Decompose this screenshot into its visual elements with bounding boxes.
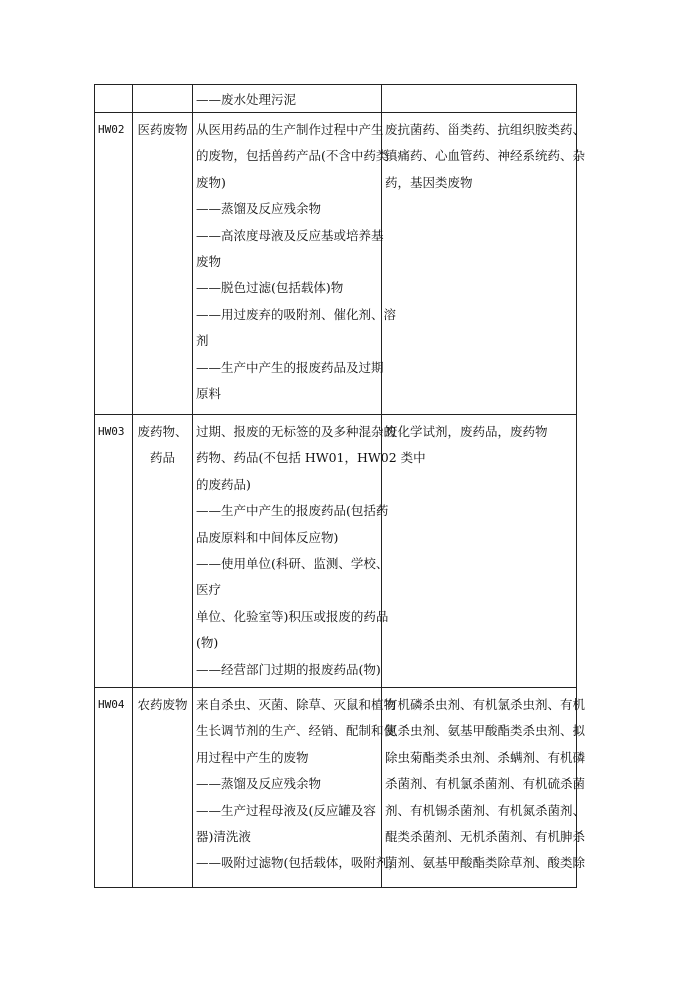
waste-code-cell <box>95 688 133 888</box>
source-line: ——脱色过滤(包括载体)物 <box>196 280 344 296</box>
example-line: 废化学试剂，废药品，废药物 <box>385 424 548 439</box>
source-line: 来自杀虫、灭菌、除草、灭鼠和植物 <box>196 697 397 712</box>
source-line: 过期、报废的无标签的及多种混杂的 <box>196 424 397 439</box>
source-line: 药物、药品(不包括 HW01，HW02 类中 <box>196 450 426 466</box>
example-line: 氮杀虫剂、氨基甲酸酯类杀虫剂、拟 <box>385 723 586 739</box>
source-line: 单位、化验室等)积压或报废的药品 <box>196 608 389 624</box>
table-body <box>95 85 586 888</box>
source-line: ——蒸馏及反应残余物 <box>196 776 322 792</box>
example-line: 废抗菌药、甾类药、抗组织胺类药、 <box>385 122 586 137</box>
example-line: 杀菌剂、有机氯杀菌剂、有机硫杀菌 <box>385 776 586 792</box>
source-line: 品废原料和中间体反应物) <box>196 529 339 545</box>
hazardous-waste-table <box>94 84 586 888</box>
source-line: ——生产中产生的报废药品(包括药 <box>196 503 389 519</box>
source-line: 废物 <box>196 254 222 270</box>
category-cell <box>133 688 193 888</box>
source-line: ——用过废弃的吸附剂、催化剂、溶 <box>196 306 397 322</box>
table-row <box>95 415 577 688</box>
source-line: 用过程中产生的废物 <box>196 749 309 765</box>
example-line: 药，基因类废物 <box>385 174 473 190</box>
source-line: ——高浓度母液及反应基或培养基 <box>196 227 384 243</box>
example-line: 镇痛药、心血管药、神经系统药、杂 <box>385 148 586 164</box>
source-cell <box>193 85 382 113</box>
category-line: 药品 <box>149 450 175 466</box>
source-line: ——使用单位(科研、监测、学校、 <box>196 556 389 572</box>
source-line: ——吸附过滤物(包括载体，吸附剂， <box>196 855 401 871</box>
source-line: 医疗 <box>196 582 222 598</box>
source-cell <box>193 688 401 888</box>
waste-code-cell <box>95 85 133 113</box>
category-cell <box>133 85 193 113</box>
source-line: ——蒸馏及反应残余物 <box>196 201 322 217</box>
source-line: 的废物，包括兽药产品(不含中药类 <box>196 148 389 164</box>
waste-code: HW03 <box>98 425 125 438</box>
source-line: 原料 <box>196 386 222 402</box>
source-line: 生长调节剂的生产、经销、配制和使 <box>196 723 397 739</box>
waste-code: HW02 <box>98 123 125 136</box>
category-cell <box>133 113 193 415</box>
source-cell <box>193 415 426 688</box>
example-line: 醌类杀菌剂、无机杀菌剂、有机胂杀 <box>385 829 586 845</box>
example-line: 有机磷杀虫剂、有机氯杀虫剂、有机 <box>385 697 586 712</box>
waste-code-cell <box>95 113 133 415</box>
category-cell <box>133 415 193 688</box>
examples-cell <box>382 113 586 415</box>
source-line: (物) <box>196 635 219 651</box>
source-line: 废物) <box>196 174 226 190</box>
examples-cell <box>382 688 586 888</box>
source-cell <box>193 113 397 415</box>
source-line: ——生产过程母液及(反应罐及容 <box>196 802 376 818</box>
examples-cell <box>382 85 577 113</box>
waste-code-cell <box>95 415 133 688</box>
table-row <box>95 85 577 113</box>
table-row <box>95 113 577 415</box>
category-line: 废药物、 <box>137 424 188 439</box>
source-line: 从医用药品的生产制作过程中产生 <box>196 122 384 137</box>
example-line: 菌剂、氨基甲酸酯类除草剂、酸类除 <box>385 855 586 871</box>
source-line: ——废水处理污泥 <box>196 92 297 107</box>
source-line: 剂 <box>196 333 209 349</box>
source-line: 器)清洗液 <box>196 829 251 845</box>
example-line: 除虫菊酯类杀虫剂、杀螨剂、有机磷 <box>385 749 586 765</box>
source-line: 的废药品) <box>196 476 251 492</box>
category-line: 医药废物 <box>137 122 188 137</box>
example-line: 剂、有机锡杀菌剂、有机氮杀菌剂、 <box>385 802 586 818</box>
source-line: ——生产中产生的报废药品及过期 <box>196 359 384 375</box>
category-line: 农药废物 <box>137 697 188 712</box>
source-line: ——经营部门过期的报废药品(物) <box>196 661 381 677</box>
waste-code: HW04 <box>98 698 125 711</box>
table-row <box>95 688 577 888</box>
